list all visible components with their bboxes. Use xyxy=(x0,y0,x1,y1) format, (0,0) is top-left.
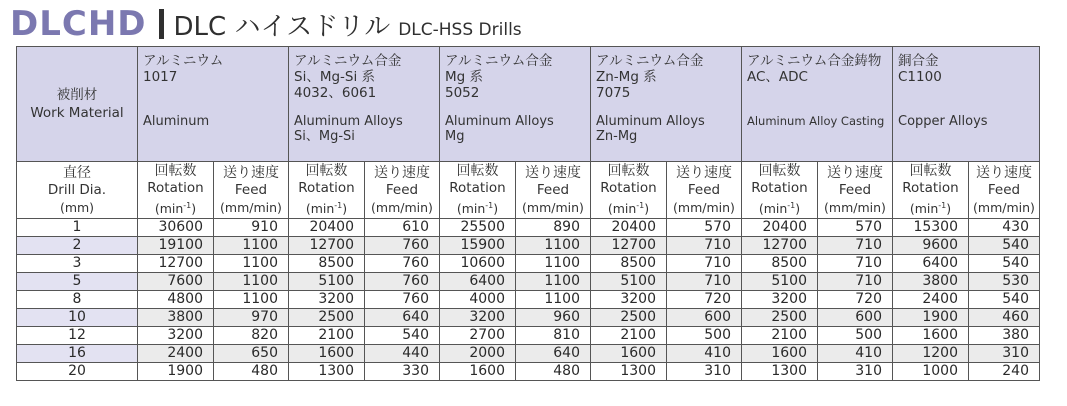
rotation-cell: 3200 xyxy=(138,327,214,345)
feed-cell: 480 xyxy=(214,363,289,381)
rotation-cell: 25500 xyxy=(440,219,516,237)
rotation-cell: 3800 xyxy=(138,309,214,327)
feed-cell: 540 xyxy=(969,255,1040,273)
work-material-header: 被削材 Work Material xyxy=(17,47,138,162)
cutting-conditions-table xyxy=(16,46,1040,381)
rotation-header: 回転数 Rotation $(\min^{-1})$ xyxy=(591,162,667,219)
feed-cell: 760 xyxy=(365,291,440,309)
rotation-cell: 2400 xyxy=(138,345,214,363)
rotation-header: 回転数 Rotation $(\min^{-1})$ xyxy=(742,162,818,219)
material-aluminum: アルミニウム 1017 Aluminum xyxy=(138,47,289,162)
feed-cell: 570 xyxy=(667,219,742,237)
feed-cell: 720 xyxy=(818,291,893,309)
feed-header: 送り速度 Feed (mm/min) xyxy=(818,162,893,219)
rotation-cell: 2700 xyxy=(440,327,516,345)
drill-dia-cell: 3 xyxy=(17,255,138,273)
feed-cell: 530 xyxy=(969,273,1040,291)
feed-cell: 310 xyxy=(667,363,742,381)
feed-cell: 1100 xyxy=(516,237,591,255)
rotation-cell: 5100 xyxy=(742,273,818,291)
feed-cell: 430 xyxy=(969,219,1040,237)
rotation-cell: 10600 xyxy=(440,255,516,273)
feed-cell: 710 xyxy=(667,273,742,291)
rotation-cell: 2400 xyxy=(893,291,969,309)
feed-cell: 1100 xyxy=(214,273,289,291)
feed-cell: 760 xyxy=(365,237,440,255)
feed-cell: 240 xyxy=(969,363,1040,381)
rotation-cell: 5100 xyxy=(591,273,667,291)
rotation-cell: 2500 xyxy=(591,309,667,327)
feed-cell: 910 xyxy=(214,219,289,237)
feed-cell: 600 xyxy=(667,309,742,327)
rotation-cell: 20400 xyxy=(742,219,818,237)
rotation-cell: 2000 xyxy=(440,345,516,363)
feed-cell: 540 xyxy=(365,327,440,345)
feed-cell: 710 xyxy=(667,237,742,255)
material-al-casting: アルミニウム合金鋳物 AC、ADC Aluminum Alloy Casting xyxy=(742,47,893,162)
feed-cell: 330 xyxy=(365,363,440,381)
table-row xyxy=(17,219,1040,237)
feed-cell: 600 xyxy=(818,309,893,327)
rotation-header: 回転数 Rotation $(\min^{-1})$ xyxy=(893,162,969,219)
feed-cell: 710 xyxy=(818,255,893,273)
feed-cell: 460 xyxy=(969,309,1040,327)
table-row xyxy=(17,273,1040,291)
feed-cell: 540 xyxy=(969,291,1040,309)
rotation-cell: 1600 xyxy=(440,363,516,381)
rotation-cell: 7600 xyxy=(138,273,214,291)
rotation-cell: 1600 xyxy=(591,345,667,363)
table-row xyxy=(17,237,1040,255)
feed-cell: 480 xyxy=(516,363,591,381)
feed-header: 送り速度 Feed (mm/min) xyxy=(365,162,440,219)
material-al-znmg: アルミニウム合金 Zn-Mg 系 7075 Aluminum Alloys Zn-Mg xyxy=(591,47,742,162)
rotation-cell: 12700 xyxy=(138,255,214,273)
rotation-cell: 12700 xyxy=(289,237,365,255)
rotation-cell: 2100 xyxy=(742,327,818,345)
feed-cell: 710 xyxy=(818,237,893,255)
rotation-cell: 1000 xyxy=(893,363,969,381)
drill-dia-cell: 10 xyxy=(17,309,138,327)
rotation-cell: 2500 xyxy=(289,309,365,327)
feed-cell: 760 xyxy=(365,273,440,291)
feed-cell: 540 xyxy=(969,237,1040,255)
feed-cell: 380 xyxy=(969,327,1040,345)
feed-cell: 710 xyxy=(818,273,893,291)
feed-cell: 1100 xyxy=(516,255,591,273)
drill-dia-header: 直径 Drill Dia. (mm) xyxy=(17,162,138,219)
rotation-cell: 3200 xyxy=(742,291,818,309)
feed-cell: 570 xyxy=(818,219,893,237)
rotation-cell: 20400 xyxy=(591,219,667,237)
rotation-cell: 1200 xyxy=(893,345,969,363)
feed-cell: 310 xyxy=(969,345,1040,363)
drill-dia-cell: 5 xyxy=(17,273,138,291)
rotation-cell: 15300 xyxy=(893,219,969,237)
rotation-cell: 8500 xyxy=(742,255,818,273)
feed-cell: 720 xyxy=(667,291,742,309)
feed-cell: 1100 xyxy=(214,255,289,273)
rotation-cell: 2500 xyxy=(742,309,818,327)
feed-cell: 1100 xyxy=(214,237,289,255)
feed-cell: 500 xyxy=(818,327,893,345)
feed-cell: 1100 xyxy=(214,291,289,309)
drill-dia-cell: 2 xyxy=(17,237,138,255)
feed-cell: 650 xyxy=(214,345,289,363)
drill-dia-cell: 8 xyxy=(17,291,138,309)
table-row xyxy=(17,255,1040,273)
rotation-cell: 5100 xyxy=(289,273,365,291)
rotation-cell: 3200 xyxy=(289,291,365,309)
rotation-cell: 6400 xyxy=(440,273,516,291)
feed-cell: 1100 xyxy=(516,291,591,309)
rotation-cell: 20400 xyxy=(289,219,365,237)
rotation-cell: 1600 xyxy=(742,345,818,363)
feed-cell: 810 xyxy=(516,327,591,345)
rotation-cell: 2100 xyxy=(289,327,365,345)
rotation-cell: 4800 xyxy=(138,291,214,309)
parameter-header-row xyxy=(17,162,1040,219)
feed-cell: 310 xyxy=(818,363,893,381)
rotation-cell: 3200 xyxy=(591,291,667,309)
drill-dia-cell: 12 xyxy=(17,327,138,345)
rotation-cell: 3200 xyxy=(440,309,516,327)
feed-header: 送り速度 Feed (mm/min) xyxy=(969,162,1040,219)
feed-cell: 760 xyxy=(365,255,440,273)
feed-cell: 820 xyxy=(214,327,289,345)
rotation-cell: 1300 xyxy=(289,363,365,381)
rotation-cell: 4000 xyxy=(440,291,516,309)
drill-dia-cell: 16 xyxy=(17,345,138,363)
rotation-cell: 1900 xyxy=(893,309,969,327)
title-en: DLC-HSS Drills xyxy=(398,20,522,40)
drill-dia-cell: 20 xyxy=(17,363,138,381)
rotation-header: 回転数 Rotation $(\min^{-1})$ xyxy=(440,162,516,219)
feed-header: 送り速度 Feed (mm/min) xyxy=(214,162,289,219)
table-row xyxy=(17,363,1040,381)
title-jp: DLC ハイスドリル xyxy=(173,12,391,42)
feed-cell: 410 xyxy=(667,345,742,363)
rotation-cell: 1600 xyxy=(893,327,969,345)
rotation-cell: 1300 xyxy=(591,363,667,381)
table-row xyxy=(17,291,1040,309)
rotation-cell: 8500 xyxy=(289,255,365,273)
feed-cell: 640 xyxy=(365,309,440,327)
rotation-cell: 9600 xyxy=(893,237,969,255)
rotation-cell: 30600 xyxy=(138,219,214,237)
product-code: DLCHD xyxy=(10,4,147,44)
rotation-header: 回転数 Rotation $(\min^{-1})$ xyxy=(138,162,214,219)
rotation-cell: 15900 xyxy=(440,237,516,255)
feed-cell: 500 xyxy=(667,327,742,345)
feed-cell: 970 xyxy=(214,309,289,327)
table-row xyxy=(17,327,1040,345)
rotation-cell: 1900 xyxy=(138,363,214,381)
feed-header: 送り速度 Feed (mm/min) xyxy=(516,162,591,219)
rotation-cell: 12700 xyxy=(742,237,818,255)
feed-header: 送り速度 Feed (mm/min) xyxy=(667,162,742,219)
rotation-cell: 1300 xyxy=(742,363,818,381)
feed-cell: 640 xyxy=(516,345,591,363)
material-copper: 銅合金 C1100 Copper Alloys xyxy=(893,47,1040,162)
feed-cell: 1100 xyxy=(516,273,591,291)
material-al-si-mgsi: アルミニウム合金 Si、Mg-Si 系 4032、6061 Aluminum Alloys Si、Mg-Si xyxy=(289,47,440,162)
data-rows xyxy=(17,219,1040,381)
rotation-cell: 19100 xyxy=(138,237,214,255)
rotation-cell: 6400 xyxy=(893,255,969,273)
table-row xyxy=(17,345,1040,363)
rotation-cell: 8500 xyxy=(591,255,667,273)
page-title xyxy=(10,4,522,44)
feed-cell: 410 xyxy=(818,345,893,363)
material-al-mg: アルミニウム合金 Mg 系 5052 Aluminum Alloys Mg xyxy=(440,47,591,162)
feed-cell: 960 xyxy=(516,309,591,327)
feed-cell: 610 xyxy=(365,219,440,237)
rotation-header: 回転数 Rotation $(\min^{-1})$ xyxy=(289,162,365,219)
feed-cell: 710 xyxy=(667,255,742,273)
rotation-cell: 2100 xyxy=(591,327,667,345)
drill-dia-cell: 1 xyxy=(17,219,138,237)
title-divider xyxy=(159,9,164,39)
rotation-cell: 12700 xyxy=(591,237,667,255)
table-row xyxy=(17,309,1040,327)
feed-cell: 440 xyxy=(365,345,440,363)
feed-cell: 890 xyxy=(516,219,591,237)
rotation-cell: 3800 xyxy=(893,273,969,291)
material-header-row xyxy=(17,47,1040,162)
rotation-cell: 1600 xyxy=(289,345,365,363)
